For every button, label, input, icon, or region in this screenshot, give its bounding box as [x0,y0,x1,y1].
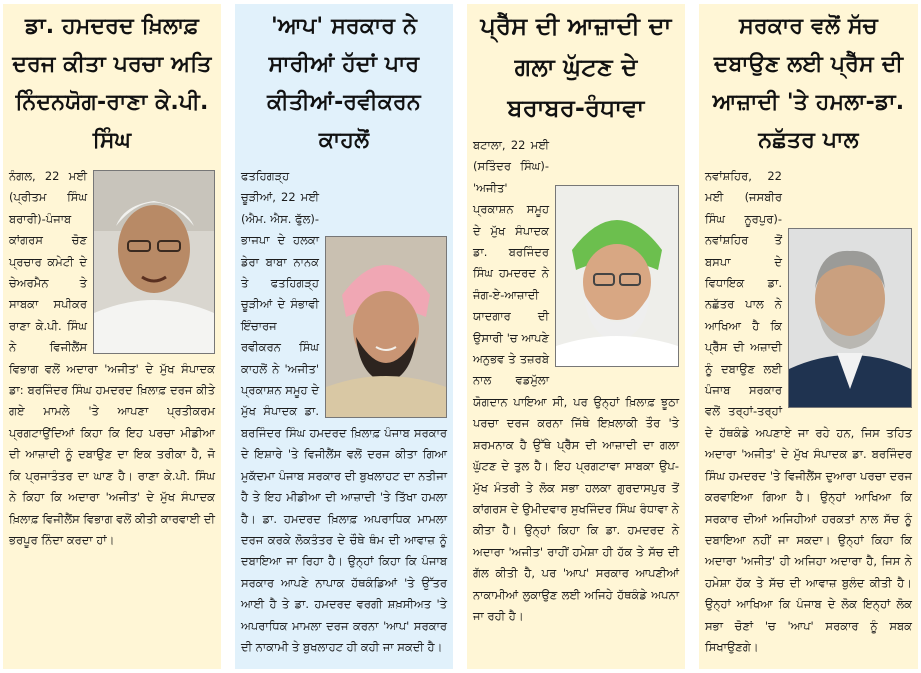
portrait-icon [556,186,678,366]
article-body-container [9,166,215,551]
article-body: ਨੰਗਲ, 22 ਮਈ (ਪ੍ਰੀਤਮ ਸਿੰਘ ਬਰਾਰੀ)-ਪੰਜਾਬ ਕਾਂਗਰਸ ਚੋਣ ਪ੍ਰਚਾਰ ਕਮੇਟੀ ਦੇ ਚੇਅਰਮੈਨ ਤੇ ਸਾਬਕਾ ਸਪੀਕਰ ਰਾਣਾ ਕੇ.ਪੀ. ਸਿੰਘ ਨੇ ਵਿਜੀਲੈਂਸ ਵਿਭਾਗ ਵਲੋਂ ਅਦਾਰਾ 'ਅਜੀਤ' ਦੇ ਮੁੱਖ ਸੰਪਾਦਕ ਡਾ: ਬਰਜਿੰਦਰ ਸਿੰਘ ਹਮਦਰਦ ਖ਼ਿਲਾਫ਼ ਦਰਜ ਕੀਤੇ ਗਏ ਮਾਮਲੇ 'ਤੇ ਆਪਣਾ ਪ੍ਰਤੀਕਰਮ ਪ੍ਰਗਟਾਉਂਦਿਆਂ ਕਿਹਾ ਕਿ ਇਹ ਪਰਚਾ ਮੀਡੀਆ ਦੀ ਆਜ਼ਾਦੀ ਨੂੰ ਦਬਾਉਣ ਦਾ ਇਕ ਤਰੀਕਾ ਹੈ, ਜੋ ਕਿ ਪ੍ਰਜਾਤੰਤਰ ਦਾ ਘਾਣ ਹੈ। ਰਾਣਾ ਕੇ.ਪੀ. ਸਿੰਘ ਨੇ ਕਿਹਾ ਕਿ ਅਦਾਰਾ 'ਅਜੀਤ' ਦੇ ਮੁੱਖ ਸੰਪਾਦਕ ਖ਼ਿਲਾਫ਼ ਵਿਜੀਲੈਂਸ ਵਿਭਾਗ ਵਲੋਂ ਕੀਤੀ ਕਾਰਵਾਈ ਦੀ ਭਰਪੂਰ ਨਿੰਦਾ ਕਰਦਾ ਹਾਂ। [9,169,215,547]
article-rana-kp-singh [3,4,221,669]
article-body: ਬਟਾਲਾ, 22 ਮਈ (ਸਤਿੰਦਰ ਸਿੰਘ)-'ਅਜੀਤ' ਪ੍ਰਕਾਸ਼ਨ ਸਮੂਹ ਦੇ ਮੁੱਖ ਸੰਪਾਦਕ ਡਾ. ਬਰਜਿੰਦਰ ਸਿੰਘ ਹਮਦਰਦ ਨੇ ਜੰਗ-ਏ-ਆਜ਼ਾਦੀ ਯਾਦਗਾਰ ਦੀ ਉਸਾਰੀ 'ਚ ਆਪਣੇ ਅਨੁਭਵ ਤੇ ਤਜ਼ਰਬੇ ਨਾਲ ਵਡਮੁੱਲਾ ਯੋਗਦਾਨ ਪਾਇਆ ਸੀ, ਪਰ ਉਨ੍ਹਾਂ ਖ਼ਿਲਾਫ਼ ਝੂਠਾ ਪਰਚਾ ਦਰਜ ਕਰਨਾ ਜਿੱਥੇ ਇਖ਼ਲਾਕੀ ਤੌਰ 'ਤੇ ਸ਼ਰਮਨਾਕ ਹੈ ਉੱਥੇ ਪ੍ਰੈੱਸ ਦੀ ਆਜ਼ਾਦੀ ਦਾ ਗਲਾ ਘੁੱਟਣ ਦੇ ਤੁਲ ਹੈ। ਇਹ ਪ੍ਰਗਟਾਵਾ ਸਾਬਕਾ ਉਪ-ਮੁੱਖ ਮੰਤਰੀ ਤੇ ਲੋਕ ਸਭਾ ਹਲਕਾ ਗੁਰਦਾਸਪੁਰ ਤੋਂ ਕਾਂਗਰਸ ਦੇ ਉਮੀਦਵਾਰ ਸੁਖਜਿੰਦਰ ਸਿੰਘ ਰੰਧਾਵਾ ਨੇ ਕੀਤਾ ਹੈ। ਉਨ੍ਹਾਂ ਕਿਹਾ ਕਿ ਡਾ. ਹਮਦਰਦ ਨੇ ਅਦਾਰਾ 'ਅਜੀਤ' ਰਾਹੀਂ ਹਮੇਸ਼ਾ ਹੀ ਹੱਕ ਤੇ ਸੱਚ ਦੀ ਗੱਲ ਕੀਤੀ ਹੈ, ਪਰ 'ਆਪ' ਸਰਕਾਰ ਆਪਣੀਆਂ ਨਾਕਾਮੀਆਂ ਲੁਕਾਉਣ ਲਈ ਅਜਿਹੇ ਹੱਥਕੰਡੇ ਅਪਨਾ ਜਾ ਰਹੀ ਹੈ। [473,138,679,623]
article-body-container [705,166,912,658]
headline: ਸਰਕਾਰ ਵਲੋਂ ਸੱਚ ਦਬਾਉਣ ਲਈ ਪ੍ਰੈੱਸ ਦੀ ਆਜ਼ਾਦੀ 'ਤੇ ਹਮਲਾ-ਡਾ. ਨਛੱਤਰ ਪਾਲ [712,14,905,153]
portrait-man-grey-hair-photo [788,228,912,408]
headline: ਪ੍ਰੈੱਸ ਦੀ ਆਜ਼ਾਦੀ ਦਾ ਗਲਾ ਘੁੱਟਣ ਦੇ ਬਰਾਬਰ-ਰੰਧਾਵਾ [480,12,672,122]
portrait-older-man-photo [93,170,215,354]
portrait-man-green-turban-photo [555,185,679,367]
article-nachhatar-pal [699,4,918,669]
headline: ਡਾ. ਹਮਦਰਦ ਖ਼ਿਲਾਫ਼ ਦਰਜ ਕੀਤਾ ਪਰਚਾ ਅਤਿ ਨਿੰਦਨਯੋਗ-ਰਾਣਾ ਕੇ.ਪੀ. ਸਿੰਘ [12,14,212,153]
headline: 'ਆਪ' ਸਰਕਾਰ ਨੇ ਸਾਰੀਆਂ ਹੱਦਾਂ ਪਾਰ ਕੀਤੀਆਂ-ਰਵੀਕਰਨ ਕਾਹਲੋਂ [267,14,421,153]
article-body-container [473,135,679,627]
article-body: ਫਤਹਿਗੜ੍ਹ ਚੂੜੀਆਂ, 22 ਮਈ (ਐਮ. ਐਸ. ਫੁੱਲ)-ਭਾਜਪਾ ਦੇ ਹਲਕਾ ਡੇਰਾ ਬਾਬਾ ਨਾਨਕ ਤੇ ਫਤਹਿਗੜ੍ਹ ਚੂੜੀਆਂ ਦੇ ਸੰਭਾਵੀ ਇੰਚਾਰਜ ਰਵੀਕਰਨ ਸਿੰਘ ਕਾਹਲੋਂ ਨੇ 'ਅਜੀਤ' ਪ੍ਰਕਾਸ਼ਨ ਸਮੂਹ ਦੇ ਮੁੱਖ ਸੰਪਾਦਕ ਡਾ. ਬਰਜਿੰਦਰ ਸਿੰਘ ਹਮਦਰਦ ਖ਼ਿਲਾਫ਼ ਪੰਜਾਬ ਸਰਕਾਰ ਦੇ ਇਸ਼ਾਰੇ 'ਤੇ ਵਿਜੀਲੈਂਸ ਵਲੋਂ ਦਰਜ ਕੀਤਾ ਗਿਆ ਮੁਕੱਦਮਾ ਪੰਜਾਬ ਸਰਕਾਰ ਦੀ ਬੁਖਲਾਹਟ ਦਾ ਨਤੀਜਾ ਹੈ ਤੇ ਇਹ ਮੀਡੀਆ ਦੀ ਆਜ਼ਾਦੀ 'ਤੇ ਤਿੱਖਾ ਹਮਲਾ ਹੈ। ਡਾ. ਹਮਦਰਦ ਖ਼ਿਲਾਫ਼ ਅਪਰਾਧਿਕ ਮਾਮਲਾ ਦਰਜ ਕਰਕੇ ਲੋਕਤੰਤਰ ਦੇ ਚੌਥੇ ਥੰਮ ਦੀ ਆਵਾਜ਼ ਨੂੰ ਦਬਾਇਆ ਜਾ ਰਿਹਾ ਹੈ। ਉਨ੍ਹਾਂ ਕਿਹਾ ਕਿ ਪੰਜਾਬ ਸਰਕਾਰ ਆਪਣੇ ਨਾਪਾਕ ਹੱਥਕੰਡਿਆਂ 'ਤੇ ਉੱਤਰ ਆਈ ਹੈ ਤੇ ਡਾ. ਹਮਦਰਦ ਵਰਗੀ ਸ਼ਖ਼ਸੀਅਤ 'ਤੇ ਅਪਰਾਧਿਕ ਮਾਮਲਾ ਦਰਜ ਕਰਨਾ 'ਆਪ' ਸਰਕਾਰ ਦੀ ਨਾਕਾਮੀ ਤੇ ਬੁਖਲਾਹਟ ਹੀ ਕਹੀ ਜਾ ਸਕਦੀ ਹੈ। [241,169,447,654]
portrait-man-pink-turban-photo [325,236,447,418]
article-randhawa [467,4,685,669]
article-body-container [241,166,447,658]
article-body: ਨਵਾਂਸ਼ਹਿਰ, 22 ਮਈ (ਜਸਬੀਰ ਸਿੰਘ ਨੂਰਪੁਰ)-ਨਵਾਂਸ਼ਹਿਰ ਤੋਂ ਬਸਪਾ ਦੇ ਵਿਧਾਇਕ ਡਾ. ਨਛੱਤਰ ਪਾਲ ਨੇ ਆਖਿਆ ਹੈ ਕਿ ਪ੍ਰੈੱਸ ਦੀ ਅਜ਼ਾਦੀ ਨੂੰ ਦਬਾਉਣ ਲਈ ਪੰਜਾਬ ਸਰਕਾਰ ਵਲੋਂ ਤਰ੍ਹਾਂ-ਤਰ੍ਹਾਂ ਦੇ ਹੱਥਕੰਡੇ ਅਪਣਾਏ ਜਾ ਰਹੇ ਹਨ, ਜਿਸ ਤਹਿਤ ਅਦਾਰਾ 'ਅਜੀਤ' ਦੇ ਮੁੱਖ ਸੰਪਾਦਕ ਡਾ. ਬਰਜਿੰਦਰ ਸਿੰਘ ਹਮਦਰਦ 'ਤੇ ਵਿਜੀਲੈਂਸ ਦੁਆਰਾ ਪਰਚਾ ਦਰਜ ਕਰਵਾਇਆ ਗਿਆ ਹੈ। ਉਨ੍ਹਾਂ ਆਖਿਆ ਕਿ ਸਰਕਾਰ ਦੀਆਂ ਅਜਿਹੀਆਂ ਹਰਕਤਾਂ ਨਾਲ ਸੱਚ ਨੂੰ ਦਬਾਇਆ ਨਹੀਂ ਜਾ ਸਕਦਾ। ਉਨ੍ਹਾਂ ਕਿਹਾ ਕਿ ਅਦਾਰਾ 'ਅਜੀਤ' ਹੀ ਅਜਿਹਾ ਅਦਾਰਾ ਹੈ, ਜਿਸ ਨੇ ਹਮੇਸ਼ਾ ਹੱਕ ਤੇ ਸੱਚ ਦੀ ਆਵਾਜ਼ ਬੁਲੰਦ ਕੀਤੀ ਹੈ। ਉਨ੍ਹਾਂ ਆਖਿਆ ਕਿ ਪੰਜਾਬ ਦੇ ਲੋਕ ਇਨ੍ਹਾਂ ਲੋਕ ਸਭਾ ਚੋਣਾਂ 'ਚ 'ਆਪ' ਸਰਕਾਰ ਨੂੰ ਸਬਕ ਸਿਖਾਉਣਗੇ। [705,169,912,654]
portrait-icon [94,171,214,353]
portrait-icon [326,237,446,417]
portrait-icon [789,229,911,407]
article-ravikaran-kahlon [235,4,453,669]
